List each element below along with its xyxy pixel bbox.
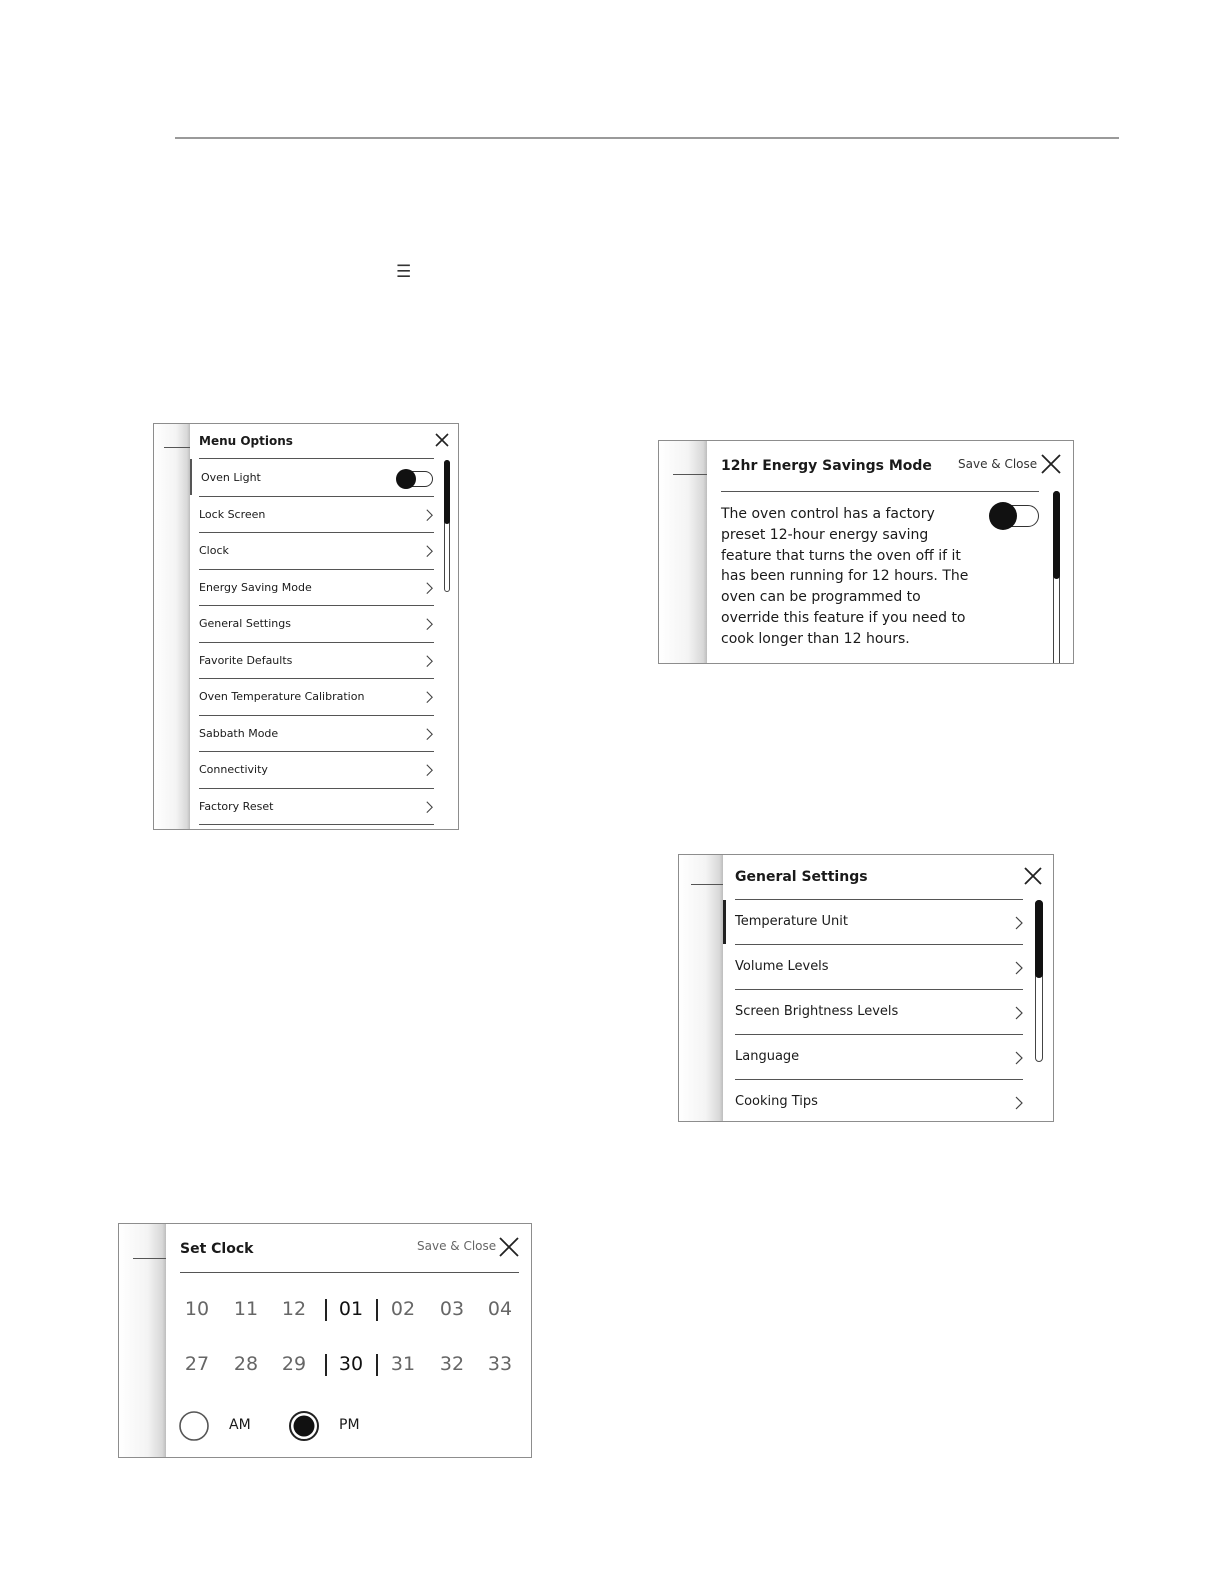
menu-item-label: General Settings xyxy=(199,617,291,630)
menu-options-panel xyxy=(153,423,459,830)
minutes-option[interactable]: 27 xyxy=(184,1353,210,1375)
minutes-option[interactable]: 30 xyxy=(338,1353,364,1375)
menu-item-label: Favorite Defaults xyxy=(199,653,293,667)
chevron-right-icon xyxy=(1014,1095,1024,1111)
am-label: AM xyxy=(229,1417,251,1433)
hours-option[interactable]: 02 xyxy=(390,1298,416,1320)
panel-title: Set Clock xyxy=(180,1241,254,1257)
oven-light-toggle[interactable] xyxy=(397,471,433,487)
toggle-knob xyxy=(989,502,1017,530)
selected-row-indicator xyxy=(723,900,726,944)
settings-item-cooking-tips[interactable] xyxy=(735,1080,1023,1122)
energy-description xyxy=(721,504,968,650)
chevron-right-icon xyxy=(425,544,434,558)
menu-item-label: Connectivity xyxy=(199,763,268,776)
panel-edge-shade xyxy=(154,424,190,829)
menu-item-label: Oven Temperature Calibration xyxy=(199,690,365,703)
chevron-right-icon xyxy=(425,654,434,668)
description-line: cook longer than 12 hours. xyxy=(721,630,910,647)
row-divider xyxy=(199,824,434,825)
chevron-right-icon xyxy=(425,508,434,522)
settings-item-screen-brightness-levels[interactable] xyxy=(735,990,1023,1035)
menu-item-sabbath-mode[interactable] xyxy=(199,716,434,753)
chevron-right-icon xyxy=(1014,960,1024,976)
title-rule xyxy=(199,458,434,459)
hours-option[interactable]: 12 xyxy=(281,1298,307,1320)
general-settings-scrollbar[interactable] xyxy=(1035,900,1043,1062)
settings-item-temperature-unit[interactable] xyxy=(735,900,1023,945)
chevron-right-icon xyxy=(425,581,434,595)
close-icon[interactable] xyxy=(434,432,450,448)
hour-selection-bar-left xyxy=(325,1299,327,1321)
chevron-right-icon xyxy=(1014,1050,1024,1066)
settings-item-label: Cooking Tips xyxy=(735,1094,818,1109)
minutes-option[interactable]: 29 xyxy=(281,1353,307,1375)
energy-savings-toggle[interactable] xyxy=(990,505,1039,527)
description-line: preset 12-hour energy saving xyxy=(721,526,929,543)
description-line: oven can be programmed to xyxy=(721,589,921,606)
settings-item-label: Temperature Unit xyxy=(735,914,848,929)
menu-item-label: Energy Saving Mode xyxy=(199,580,312,594)
settings-item-label: Language xyxy=(735,1049,800,1064)
minutes-option[interactable]: 32 xyxy=(439,1353,465,1375)
menu-item-energy-saving-mode[interactable] xyxy=(199,570,434,607)
general-settings-scrollbar-thumb[interactable] xyxy=(1035,900,1043,978)
minute-selection-bar-left xyxy=(325,1354,327,1376)
chevron-right-icon xyxy=(425,690,434,704)
hour-selection-bar-right xyxy=(376,1299,378,1321)
chevron-right-icon xyxy=(425,763,434,777)
menu-item-general-settings[interactable] xyxy=(199,606,434,643)
am-option[interactable] xyxy=(178,1410,278,1442)
set-clock-panel xyxy=(118,1223,532,1458)
general-settings-panel xyxy=(678,854,1054,1122)
description-line: feature that turns the oven off if it xyxy=(721,547,961,564)
pm-option[interactable] xyxy=(288,1410,388,1442)
hours-option[interactable]: 03 xyxy=(439,1298,465,1320)
panel-edge-shade xyxy=(679,855,723,1121)
energy-scrollbar[interactable] xyxy=(1053,491,1060,664)
menu-item-label: Clock xyxy=(199,544,229,557)
menu-scrollbar[interactable] xyxy=(444,460,450,592)
menu-item-lock-screen[interactable] xyxy=(199,497,434,534)
panel-edge-stub xyxy=(673,474,707,475)
hours-option[interactable]: 11 xyxy=(233,1298,259,1320)
minute-selection-bar-right xyxy=(376,1354,378,1376)
energy-scrollbar-thumb[interactable] xyxy=(1053,491,1060,579)
page-top-rule xyxy=(175,137,1119,139)
menu-icon: ☰ xyxy=(396,262,412,282)
minutes-option[interactable]: 28 xyxy=(233,1353,259,1375)
settings-item-label: Volume Levels xyxy=(735,959,829,974)
menu-item-label: Lock Screen xyxy=(199,507,266,521)
menu-item-label: Factory Reset xyxy=(199,799,274,813)
chevron-right-icon xyxy=(1014,915,1024,931)
settings-item-language[interactable] xyxy=(735,1035,1023,1080)
menu-item-oven-light[interactable] xyxy=(199,460,434,497)
minutes-option[interactable]: 33 xyxy=(487,1353,513,1375)
radio-selected-icon[interactable] xyxy=(288,1410,320,1442)
close-icon[interactable] xyxy=(498,1236,520,1258)
radio-icon[interactable] xyxy=(178,1410,210,1442)
selected-row-indicator xyxy=(190,459,192,495)
description-line: override this feature if you need to xyxy=(721,609,966,626)
menu-item-clock[interactable] xyxy=(199,533,434,570)
hours-option[interactable]: 10 xyxy=(184,1298,210,1320)
save-close-button[interactable]: Save & Close xyxy=(417,1239,497,1253)
save-close-button[interactable]: Save & Close xyxy=(958,457,1038,471)
hours-option[interactable]: 01 xyxy=(338,1298,364,1320)
toggle-knob xyxy=(396,469,416,489)
chevron-right-icon xyxy=(425,617,434,631)
close-icon[interactable] xyxy=(1040,453,1062,475)
title-rule xyxy=(721,491,1039,492)
panel-edge-stub xyxy=(691,884,723,885)
menu-scrollbar-thumb[interactable] xyxy=(444,460,450,524)
menu-item-connectivity[interactable] xyxy=(199,752,434,789)
menu-item-favorite-defaults[interactable] xyxy=(199,643,434,680)
title-rule xyxy=(180,1272,519,1273)
chevron-right-icon xyxy=(425,727,434,741)
menu-item-label: Sabbath Mode xyxy=(199,726,279,740)
chevron-right-icon xyxy=(1014,1005,1024,1021)
panel-title: General Settings xyxy=(735,869,868,885)
panel-title: 12hr Energy Savings Mode xyxy=(721,458,932,474)
menu-item-label: Oven Light xyxy=(201,471,261,484)
description-line: has been running for 12 hours. The xyxy=(721,568,969,585)
chevron-right-icon xyxy=(425,800,434,814)
pm-label: PM xyxy=(339,1417,360,1433)
menu-item-oven-temperature-calibration[interactable] xyxy=(199,679,434,716)
panel-title: Menu Options xyxy=(199,434,293,448)
settings-item-label: Screen Brightness Levels xyxy=(735,1004,899,1019)
minutes-option[interactable]: 31 xyxy=(390,1353,416,1375)
description-line: The oven control has a factory xyxy=(721,506,935,522)
panel-edge-stub xyxy=(133,1258,166,1259)
close-icon[interactable] xyxy=(1023,866,1043,886)
hours-option[interactable]: 04 xyxy=(487,1298,513,1320)
menu-item-factory-reset[interactable] xyxy=(199,789,434,826)
panel-edge-stub xyxy=(164,447,190,448)
energy-savings-panel xyxy=(658,440,1074,664)
settings-item-volume-levels[interactable] xyxy=(735,945,1023,990)
